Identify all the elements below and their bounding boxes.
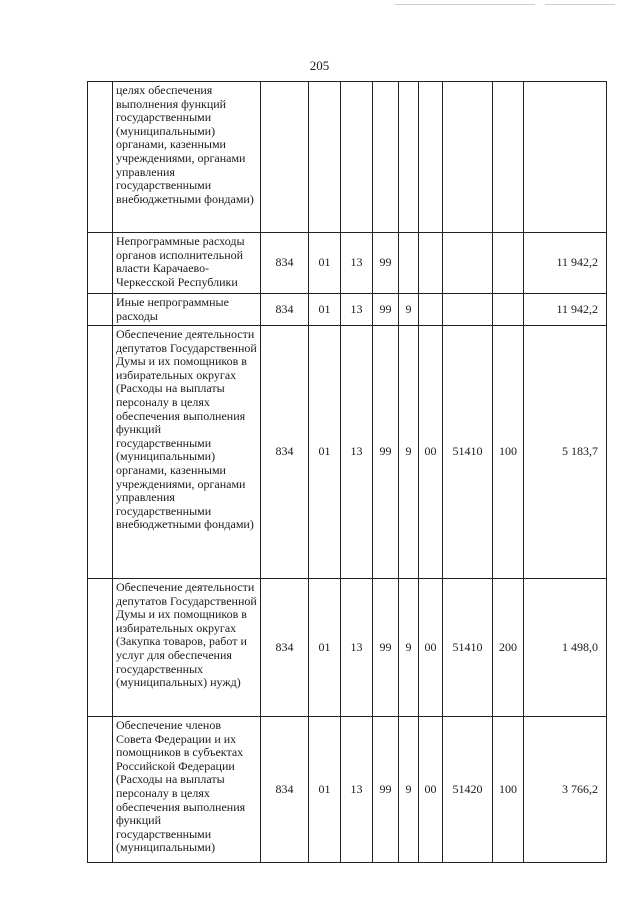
program-code-cell: 99 [373, 717, 399, 863]
subprogram-code-cell [399, 82, 419, 233]
expense-type-cell [493, 294, 524, 326]
expense-type-cell: 100 [493, 717, 524, 863]
ved-code-cell: 834 [261, 326, 309, 579]
ved-code-cell: 834 [261, 717, 309, 863]
table-row [88, 294, 607, 326]
amount-cell: 5 183,7 [524, 326, 607, 579]
ved-code-cell: 834 [261, 294, 309, 326]
amount-cell: 3 766,2 [524, 717, 607, 863]
row-marker-cell [88, 233, 113, 294]
subprogram-code-cell: 9 [399, 579, 419, 717]
expense-type-cell: 100 [493, 326, 524, 579]
direction-code-cell: 51410 [443, 579, 493, 717]
direction-code-cell: 51410 [443, 326, 493, 579]
table-row [88, 326, 607, 579]
section-code-cell: 01 [309, 233, 341, 294]
row-marker-cell [88, 294, 113, 326]
page-number: 205 [309, 58, 330, 73]
expense-type-cell [493, 82, 524, 233]
program-code-cell: 99 [373, 326, 399, 579]
expense-type-cell: 200 [493, 579, 524, 717]
amount-cell: 11 942,2 [524, 233, 607, 294]
ved-code-cell [261, 82, 309, 233]
direction-code-cell [443, 233, 493, 294]
direction-code-cell [443, 82, 493, 233]
section-code-cell: 01 [309, 717, 341, 863]
program-code-cell: 99 [373, 233, 399, 294]
table-row [88, 579, 607, 717]
row-marker-cell [88, 717, 113, 863]
scan-artifact-line [395, 4, 535, 5]
subsection-code-cell: 13 [341, 579, 373, 717]
program-code-cell: 99 [373, 579, 399, 717]
ved-code-cell: 834 [261, 579, 309, 717]
expense-name-cell: Обеспечение деятельности депутатов Государственной Думы и их помощников в избирательных округах (Закупка товаров, работ и услуг для обеспечения государственных (муниципальных) нужд) [113, 579, 261, 717]
section-code-cell: 01 [309, 579, 341, 717]
main-event-code-cell: 00 [419, 717, 443, 863]
section-code-cell: 01 [309, 326, 341, 579]
main-event-code-cell [419, 82, 443, 233]
main-event-code-cell [419, 294, 443, 326]
expense-name-cell: целях обеспечения выполнения функций государственными (муниципальными) органами, казенными учреждениями, органами управления государственными внебюджетными фондами) [113, 82, 261, 233]
subprogram-code-cell: 9 [399, 717, 419, 863]
row-marker-cell [88, 579, 113, 717]
program-code-cell [373, 82, 399, 233]
direction-code-cell [443, 294, 493, 326]
direction-code-cell: 51420 [443, 717, 493, 863]
expense-name-cell: Обеспечение членов Совета Федерации и их помощников в субъектах Российской Федерации (Расходы на выплаты персоналу в целях обеспечения выполнения функций государственными (муниципальными) [113, 717, 261, 863]
expense-name-cell: Обеспечение деятельности депутатов Государственной Думы и их помощников в избирательных округах (Расходы на выплаты персоналу в целях обеспечения выполнения функций государственными (муниципальными) органами, казенными учреждениями, органами управления государственными внебюджетными фондами) [113, 326, 261, 579]
main-event-code-cell: 00 [419, 579, 443, 717]
budget-table [87, 81, 607, 863]
subsection-code-cell: 13 [341, 717, 373, 863]
subsection-code-cell [341, 82, 373, 233]
subprogram-code-cell [399, 233, 419, 294]
amount-cell: 1 498,0 [524, 579, 607, 717]
amount-cell [524, 82, 607, 233]
subsection-code-cell: 13 [341, 233, 373, 294]
program-code-cell: 99 [373, 294, 399, 326]
table-row [88, 717, 607, 863]
table-row [88, 82, 607, 233]
subprogram-code-cell: 9 [399, 294, 419, 326]
ved-code-cell: 834 [261, 233, 309, 294]
expense-type-cell [493, 233, 524, 294]
table-row [88, 233, 607, 294]
expense-name-cell: Непрограммные расходы органов исполнительной власти Карачаево-Черкесской Республики [113, 233, 261, 294]
row-marker-cell [88, 82, 113, 233]
subsection-code-cell: 13 [341, 326, 373, 579]
scan-artifact-line [545, 4, 615, 5]
subprogram-code-cell: 9 [399, 326, 419, 579]
main-event-code-cell [419, 233, 443, 294]
amount-cell: 11 942,2 [524, 294, 607, 326]
expense-name-cell: Иные непрограммные расходы [113, 294, 261, 326]
section-code-cell [309, 82, 341, 233]
main-event-code-cell: 00 [419, 326, 443, 579]
row-marker-cell [88, 326, 113, 579]
subsection-code-cell: 13 [341, 294, 373, 326]
section-code-cell: 01 [309, 294, 341, 326]
